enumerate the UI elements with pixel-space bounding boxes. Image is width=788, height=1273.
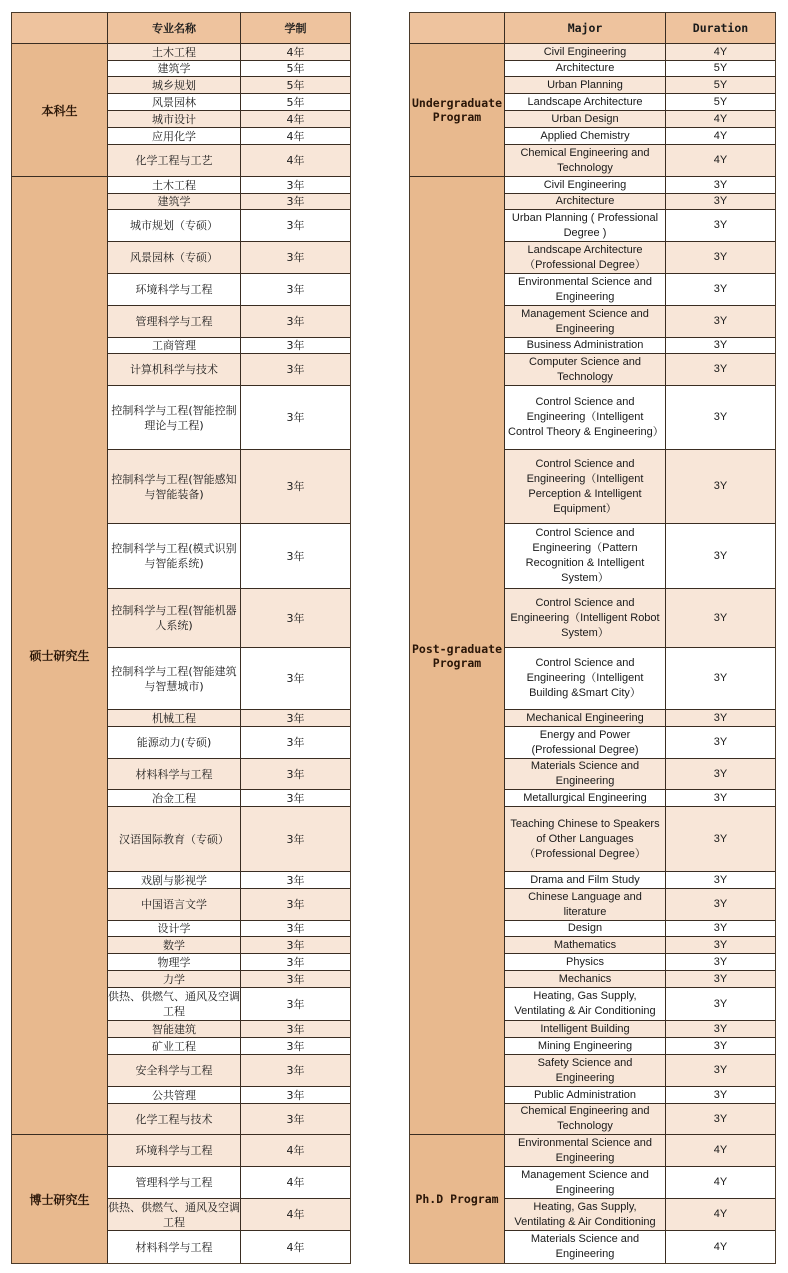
- duration-cell: 3Y: [665, 242, 775, 274]
- duration-cell: 5年: [240, 77, 350, 94]
- major-cell: 城市设计: [107, 111, 240, 128]
- table-row: [107, 61, 350, 77]
- duration-cell: 3Y: [665, 354, 775, 386]
- major-cell: 机械工程: [107, 710, 240, 727]
- duration-cell: 3Y: [665, 954, 775, 971]
- major-cell: 安全科学与工程: [107, 1055, 240, 1087]
- major-cell: Environmental Science and Engineering: [504, 1135, 665, 1167]
- duration-cell: 3年: [240, 274, 350, 306]
- duration-cell: 3年: [240, 450, 350, 524]
- table-row: [504, 1038, 775, 1055]
- major-cell: Materials Science and Engineering: [504, 1231, 665, 1263]
- table-row: [504, 61, 775, 77]
- table-row: [107, 111, 350, 128]
- duration-cell: 3年: [240, 889, 350, 921]
- table-row: [107, 177, 350, 194]
- table-row: [504, 889, 775, 921]
- table-row: [107, 921, 350, 937]
- duration-cell: 3年: [240, 210, 350, 242]
- duration-cell: 3Y: [665, 807, 775, 872]
- duration-cell: 5Y: [665, 94, 775, 111]
- program-level-label: Post-graduate Program: [410, 177, 504, 1135]
- duration-cell: 3年: [240, 386, 350, 450]
- major-cell: 管理科学与工程: [107, 1167, 240, 1199]
- duration-cell: 4年: [240, 111, 350, 128]
- table-row: [107, 145, 350, 177]
- duration-cell: 4年: [240, 1167, 350, 1199]
- major-cell: Civil Engineering: [504, 44, 665, 61]
- duration-cell: 3年: [240, 648, 350, 710]
- table-row: [504, 77, 775, 94]
- major-cell: 土木工程: [107, 177, 240, 194]
- table-row: [107, 450, 350, 524]
- duration-cell: 3Y: [665, 194, 775, 210]
- duration-cell: 4Y: [665, 145, 775, 177]
- major-cell: 物理学: [107, 954, 240, 971]
- major-cell: Urban Planning: [504, 77, 665, 94]
- chinese-program-table: [11, 12, 351, 1264]
- duration-cell: 3Y: [665, 1021, 775, 1038]
- duration-cell: 3年: [240, 306, 350, 338]
- duration-cell: 3Y: [665, 988, 775, 1021]
- major-cell: 矿业工程: [107, 1038, 240, 1055]
- major-cell: 风景园林: [107, 94, 240, 111]
- major-cell: 材料科学与工程: [107, 759, 240, 790]
- major-cell: Energy and Power (Professional Degree): [504, 727, 665, 759]
- table-row: [107, 937, 350, 954]
- table-row: [504, 1167, 775, 1199]
- table-row: [504, 1087, 775, 1104]
- duration-cell: 3Y: [665, 1055, 775, 1087]
- duration-cell: 3Y: [665, 1104, 775, 1135]
- table-row: [504, 338, 775, 354]
- table-row: [107, 242, 350, 274]
- table-row: [504, 921, 775, 937]
- duration-cell: 3Y: [665, 648, 775, 710]
- duration-cell: 3Y: [665, 790, 775, 807]
- english-program-table: [409, 12, 776, 1264]
- duration-cell: 3年: [240, 988, 350, 1021]
- table-row: [504, 790, 775, 807]
- major-cell: 管理科学与工程: [107, 306, 240, 338]
- duration-cell: 4年: [240, 1135, 350, 1167]
- major-cell: 城市规划（专硕）: [107, 210, 240, 242]
- duration-cell: 3Y: [665, 386, 775, 450]
- major-cell: Computer Science and Technology: [504, 354, 665, 386]
- major-cell: Urban Design: [504, 111, 665, 128]
- table-row: [504, 988, 775, 1021]
- major-cell: 材料科学与工程: [107, 1231, 240, 1263]
- table-row: [504, 1231, 775, 1263]
- duration-cell: 3年: [240, 759, 350, 790]
- major-cell: Design: [504, 921, 665, 937]
- duration-cell: 3Y: [665, 1038, 775, 1055]
- header-duration: Duration: [665, 13, 775, 43]
- major-cell: Teaching Chinese to Speakers of Other Languages（Professional Degree）: [504, 807, 665, 872]
- duration-cell: 4年: [240, 44, 350, 61]
- duration-cell: 3年: [240, 354, 350, 386]
- table-row: [504, 354, 775, 386]
- duration-cell: 3Y: [665, 921, 775, 937]
- header-row: [12, 13, 350, 44]
- table-row: [107, 971, 350, 988]
- duration-cell: 3Y: [665, 274, 775, 306]
- table-row: [504, 589, 775, 648]
- table-row: [504, 44, 775, 61]
- major-cell: 控制科学与工程(智能控制理论与工程): [107, 386, 240, 450]
- duration-cell: 4Y: [665, 1231, 775, 1263]
- table-row: [504, 94, 775, 111]
- major-cell: 汉语国际教育（专硕）: [107, 807, 240, 872]
- major-cell: Control Science and Engineering（Intelligent Robot System）: [504, 589, 665, 648]
- table-row: [504, 177, 775, 194]
- duration-cell: 3Y: [665, 889, 775, 921]
- header-duration: 学制: [240, 13, 350, 43]
- major-cell: 环境科学与工程: [107, 274, 240, 306]
- duration-cell: 5年: [240, 61, 350, 77]
- major-cell: 公共管理: [107, 1087, 240, 1104]
- major-cell: 控制科学与工程(模式识别与智能系统): [107, 524, 240, 589]
- header-major: Major: [504, 13, 665, 43]
- table-row: [107, 889, 350, 921]
- duration-cell: 3年: [240, 921, 350, 937]
- major-cell: 力学: [107, 971, 240, 988]
- major-cell: Chinese Language and literature: [504, 889, 665, 921]
- duration-cell: 4Y: [665, 128, 775, 145]
- table-row: [107, 589, 350, 648]
- major-cell: Civil Engineering: [504, 177, 665, 194]
- major-cell: Chemical Engineering and Technology: [504, 1104, 665, 1135]
- major-cell: 智能建筑: [107, 1021, 240, 1038]
- duration-cell: 3年: [240, 1021, 350, 1038]
- table-row: [107, 759, 350, 790]
- duration-cell: 3年: [240, 177, 350, 194]
- major-cell: 戏剧与影视学: [107, 872, 240, 889]
- major-cell: Mechanical Engineering: [504, 710, 665, 727]
- table-row: [107, 648, 350, 710]
- major-cell: Metallurgical Engineering: [504, 790, 665, 807]
- major-cell: 城乡规划: [107, 77, 240, 94]
- header-row: [410, 13, 775, 44]
- table-row: [107, 790, 350, 807]
- major-cell: 风景园林（专硕）: [107, 242, 240, 274]
- duration-cell: 3Y: [665, 1087, 775, 1104]
- duration-cell: 3Y: [665, 338, 775, 354]
- duration-cell: 3Y: [665, 971, 775, 988]
- duration-cell: 3Y: [665, 589, 775, 648]
- table-row: [504, 1199, 775, 1231]
- duration-cell: 3Y: [665, 210, 775, 242]
- table-row: [107, 1231, 350, 1263]
- duration-cell: 5Y: [665, 61, 775, 77]
- table-row: [504, 727, 775, 759]
- table-row: [107, 727, 350, 759]
- table-row: [107, 1055, 350, 1087]
- major-cell: Control Science and Engineering（Intelligent Perception & Intelligent Equipment）: [504, 450, 665, 524]
- major-cell: Control Science and Engineering（Pattern Recognition & Intelligent System）: [504, 524, 665, 589]
- table-row: [107, 807, 350, 872]
- duration-cell: 3Y: [665, 450, 775, 524]
- program-level-label: 本科生: [12, 44, 107, 177]
- major-cell: Heating, Gas Supply, Ventilating & Air Conditioning: [504, 988, 665, 1021]
- major-cell: 建筑学: [107, 194, 240, 210]
- major-cell: Management Science and Engineering: [504, 306, 665, 338]
- major-cell: 工商管理: [107, 338, 240, 354]
- table-row: [504, 450, 775, 524]
- major-cell: Heating, Gas Supply, Ventilating & Air Conditioning: [504, 1199, 665, 1231]
- duration-cell: 3年: [240, 727, 350, 759]
- duration-cell: 3年: [240, 242, 350, 274]
- table-row: [504, 210, 775, 242]
- major-cell: Architecture: [504, 61, 665, 77]
- duration-cell: 4Y: [665, 111, 775, 128]
- duration-cell: 3年: [240, 194, 350, 210]
- duration-cell: 4年: [240, 1231, 350, 1263]
- duration-cell: 3年: [240, 524, 350, 589]
- duration-cell: 3年: [240, 1104, 350, 1135]
- table-row: [107, 128, 350, 145]
- duration-cell: 3年: [240, 872, 350, 889]
- duration-cell: 3年: [240, 954, 350, 971]
- duration-cell: 5年: [240, 94, 350, 111]
- duration-cell: 5Y: [665, 77, 775, 94]
- major-cell: 冶金工程: [107, 790, 240, 807]
- table-row: [504, 274, 775, 306]
- major-cell: Environmental Science and Engineering: [504, 274, 665, 306]
- major-cell: Materials Science and Engineering: [504, 759, 665, 790]
- duration-cell: 3Y: [665, 759, 775, 790]
- table-row: [504, 954, 775, 971]
- major-cell: Urban Planning ( Professional Degree ): [504, 210, 665, 242]
- table-row: [107, 274, 350, 306]
- duration-cell: 3年: [240, 1038, 350, 1055]
- major-cell: Chemical Engineering and Technology: [504, 145, 665, 177]
- duration-cell: 3年: [240, 1055, 350, 1087]
- duration-cell: 4Y: [665, 44, 775, 61]
- table-row: [107, 77, 350, 94]
- major-cell: 控制科学与工程(智能机器人系统): [107, 589, 240, 648]
- table-row: [107, 1167, 350, 1199]
- major-cell: Control Science and Engineering（Intelligent Building &Smart City）: [504, 648, 665, 710]
- major-cell: 计算机科学与技术: [107, 354, 240, 386]
- major-cell: Landscape Architecture: [504, 94, 665, 111]
- major-cell: 化学工程与技术: [107, 1104, 240, 1135]
- table-row: [504, 710, 775, 727]
- table-row: [107, 354, 350, 386]
- table-row: [107, 872, 350, 889]
- table-row: [504, 937, 775, 954]
- major-cell: 应用化学: [107, 128, 240, 145]
- major-cell: Mathematics: [504, 937, 665, 954]
- table-row: [107, 210, 350, 242]
- major-cell: Public Administration: [504, 1087, 665, 1104]
- major-cell: Landscape Architecture （Professional Degree）: [504, 242, 665, 274]
- duration-cell: 3Y: [665, 306, 775, 338]
- duration-cell: 3Y: [665, 710, 775, 727]
- major-cell: Safety Science and Engineering: [504, 1055, 665, 1087]
- major-cell: 建筑学: [107, 61, 240, 77]
- major-cell: 控制科学与工程(智能建筑与智慧城市): [107, 648, 240, 710]
- major-cell: 环境科学与工程: [107, 1135, 240, 1167]
- duration-cell: 4Y: [665, 1135, 775, 1167]
- table-row: [504, 242, 775, 274]
- table-row: [504, 1104, 775, 1135]
- duration-cell: 3年: [240, 937, 350, 954]
- header-major: 专业名称: [107, 13, 240, 43]
- table-row: [504, 524, 775, 589]
- major-cell: 化学工程与工艺: [107, 145, 240, 177]
- major-cell: Applied Chemistry: [504, 128, 665, 145]
- table-row: [504, 306, 775, 338]
- duration-cell: 4年: [240, 1199, 350, 1231]
- table-row: [107, 194, 350, 210]
- table-row: [504, 1055, 775, 1087]
- duration-cell: 3Y: [665, 177, 775, 194]
- major-cell: 数学: [107, 937, 240, 954]
- duration-cell: 3年: [240, 589, 350, 648]
- duration-cell: 4年: [240, 128, 350, 145]
- duration-cell: 4Y: [665, 1167, 775, 1199]
- major-cell: 控制科学与工程(智能感知与智能装备): [107, 450, 240, 524]
- table-row: [504, 128, 775, 145]
- table-row: [107, 94, 350, 111]
- table-row: [504, 807, 775, 872]
- table-row: [504, 759, 775, 790]
- table-row: [107, 306, 350, 338]
- table-row: [504, 194, 775, 210]
- table-row: [107, 988, 350, 1021]
- table-row: [504, 386, 775, 450]
- major-cell: 设计学: [107, 921, 240, 937]
- table-row: [107, 1087, 350, 1104]
- major-cell: Control Science and Engineering（Intelligent Control Theory & Engineering）: [504, 386, 665, 450]
- major-cell: 供热、供燃气、通风及空调工程: [107, 1199, 240, 1231]
- major-cell: Physics: [504, 954, 665, 971]
- duration-cell: 3Y: [665, 872, 775, 889]
- table-row: [107, 1135, 350, 1167]
- program-level-label: Ph.D Program: [410, 1135, 504, 1263]
- major-cell: 能源动力(专硕): [107, 727, 240, 759]
- major-cell: 中国语言文学: [107, 889, 240, 921]
- program-level-label: Undergraduate Program: [410, 44, 504, 177]
- major-cell: Business Administration: [504, 338, 665, 354]
- major-cell: Mechanics: [504, 971, 665, 988]
- duration-cell: 3年: [240, 971, 350, 988]
- major-cell: Intelligent Building: [504, 1021, 665, 1038]
- major-cell: 土木工程: [107, 44, 240, 61]
- table-row: [107, 954, 350, 971]
- major-cell: Architecture: [504, 194, 665, 210]
- duration-cell: 4Y: [665, 1199, 775, 1231]
- table-row: [107, 1021, 350, 1038]
- duration-cell: 3Y: [665, 727, 775, 759]
- duration-cell: 3Y: [665, 937, 775, 954]
- table-row: [107, 386, 350, 450]
- table-row: [504, 145, 775, 177]
- table-row: [504, 971, 775, 988]
- duration-cell: 3年: [240, 790, 350, 807]
- table-row: [107, 1104, 350, 1135]
- program-level-label: 博士研究生: [12, 1135, 107, 1263]
- major-cell: Mining Engineering: [504, 1038, 665, 1055]
- duration-cell: 3年: [240, 1087, 350, 1104]
- table-row: [107, 1199, 350, 1231]
- duration-cell: 3年: [240, 807, 350, 872]
- table-row: [107, 338, 350, 354]
- table-row: [504, 872, 775, 889]
- table-row: [107, 524, 350, 589]
- table-row: [504, 111, 775, 128]
- table-row: [107, 710, 350, 727]
- duration-cell: 3年: [240, 710, 350, 727]
- table-row: [504, 648, 775, 710]
- program-level-label: 硕士研究生: [12, 177, 107, 1135]
- duration-cell: 3年: [240, 338, 350, 354]
- table-row: [504, 1135, 775, 1167]
- major-cell: Management Science and Engineering: [504, 1167, 665, 1199]
- major-cell: 供热、供燃气、通风及空调工程: [107, 988, 240, 1021]
- major-cell: Drama and Film Study: [504, 872, 665, 889]
- table-row: [504, 1021, 775, 1038]
- duration-cell: 4年: [240, 145, 350, 177]
- table-row: [107, 1038, 350, 1055]
- table-row: [107, 44, 350, 61]
- duration-cell: 3Y: [665, 524, 775, 589]
